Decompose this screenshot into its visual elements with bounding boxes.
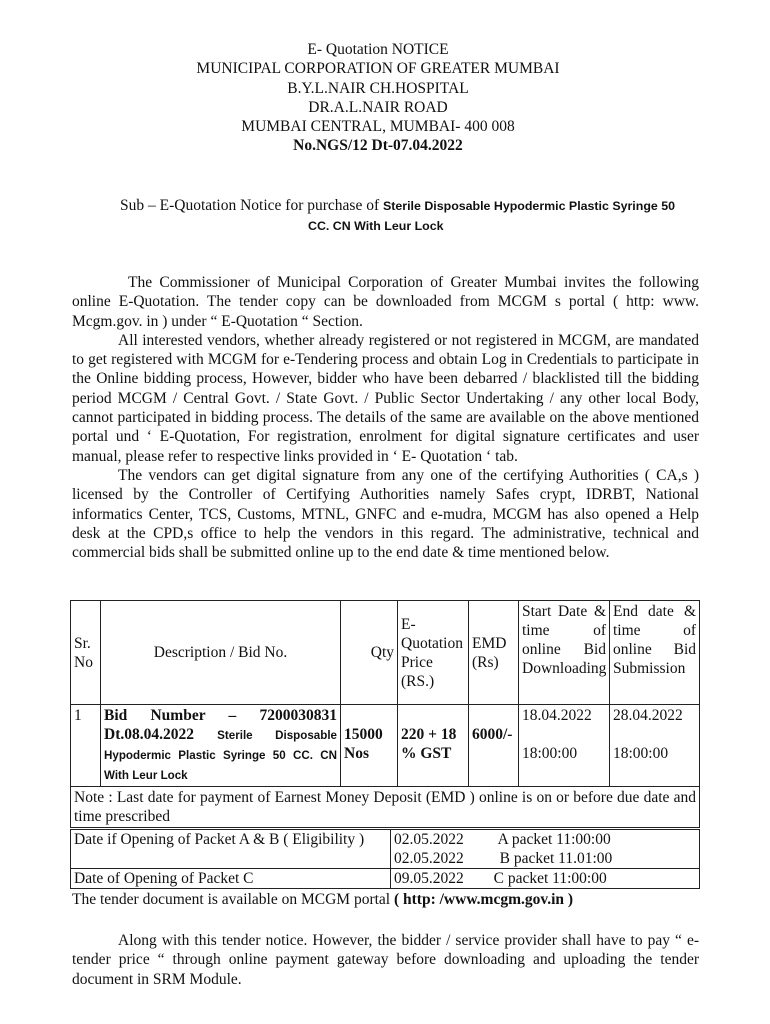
emd-note: Note : Last date for payment of Earnest Money Deposit (EMD ) online is on or before due date and time prescribed (71, 787, 700, 828)
portal-url: ( http: /www.mcgm.gov.in ) (393, 891, 574, 908)
end-time: 18:00:00 (613, 745, 669, 762)
row-description (101, 705, 341, 787)
notice-title: E- Quotation NOTICE (307, 41, 449, 58)
table-row (71, 705, 700, 787)
reference-number: No.NGS/12 Dt-07.04.2022 (293, 137, 463, 155)
portal-line (72, 890, 573, 909)
subject-item-line2: CC. CN With Leur Lock (308, 219, 444, 233)
road-name: DR.A.L.NAIR ROAD (308, 98, 448, 116)
opening-dates-table (70, 829, 700, 889)
header-start-date: Start Date & time of online Bid Downloading (519, 601, 610, 705)
qty-value: 15000 (344, 726, 383, 743)
note-row (71, 787, 700, 828)
opening-c-date: 09.05.2022 (394, 870, 464, 887)
row-end-date (610, 705, 700, 787)
opening-a-line (394, 830, 696, 849)
notice-header (0, 40, 756, 156)
subject-item-line1: Sterile Disposable Hypodermic Plastic Syringe 50 (383, 199, 676, 213)
opening-b-date: 02.05.2022 (394, 850, 464, 867)
address-line: MUMBAI CENTRAL, MUMBAI- 400 008 (241, 118, 515, 136)
header-description: Description / Bid No. (101, 601, 341, 705)
bid-table-header (71, 601, 700, 705)
row-qty (341, 705, 398, 787)
final-paragraph-block (72, 931, 699, 989)
opening-b-line (394, 849, 696, 868)
row-price: 220 + 18 % GST (398, 705, 469, 787)
opening-c-label: Date of Opening of Packet C (71, 869, 391, 889)
subject-prefix: Sub – E-Quotation Notice for purchase of (120, 197, 380, 214)
header-price: E-Quotation Price (RS.) (398, 601, 469, 705)
header-sr-no: Sr. No (71, 601, 101, 705)
header-end-date: End date & time of online Bid Submission (610, 601, 700, 705)
paragraph-etender-price: Along with this tender notice. However, the bidder / service provider shall have to pay “ e-tender price “ through online payment gateway before downloading and uploading the tender document in SRM Module. (72, 932, 699, 988)
paragraph-registration: All interested vendors, whether already registered or not registered in MCGM, are mandated to get registered with MCGM for e-Tendering process and obtain Log in Credentials to participate in the Online bidding process, However, bidder who have been debarred / blacklisted till the bidding period MCGM / Central Govt. / State Govt. / Public Sector Undertaking / any other local Body, cannot participated in bidding process. The details of the same are available on the above mentioned portal und ‘ E-Quotation, For registration, enrolment for digital signature certificates and user manual, please refer to respective links provided in ‘ E- Quotation ‘ tab. (72, 331, 699, 465)
header-emd: EMD (Rs) (469, 601, 519, 705)
opening-ab-label: Date if Opening of Packet A & B ( Eligibility ) (71, 830, 391, 869)
hospital-name: B.Y.L.NAIR CH.HOSPITAL (287, 79, 469, 97)
notice-body (72, 273, 699, 562)
table-row (71, 830, 700, 869)
row-emd: 6000/- (469, 705, 519, 787)
bid-number: Bid Number – 7200030831 Dt.08.04.2022 (104, 707, 337, 743)
start-time: 18:00:00 (522, 745, 578, 762)
qty-unit: Nos (344, 745, 369, 762)
bid-table (70, 600, 700, 828)
subject-line (120, 196, 720, 236)
opening-c-packet: C packet 11:00:00 (493, 870, 607, 887)
row-start-date (519, 705, 610, 787)
organization-name: MUNICIPAL CORPORATION OF GREATER MUMBAI (196, 60, 560, 78)
start-date: 18.04.2022 (522, 707, 592, 724)
table-row (71, 869, 700, 889)
portal-text: The tender document is available on MCGM portal (72, 891, 391, 908)
opening-a-date: 02.05.2022 (394, 831, 464, 848)
end-date: 28.04.2022 (613, 707, 683, 724)
paragraph-invitation: The Commissioner of Municipal Corporation of Greater Mumbai invites the following online E-Quotation. The tender copy can be downloaded from MCGM s portal ( http: www. Mcgm.gov. in ) under “ E-Quotation “ Section. (72, 274, 699, 330)
opening-ab-values (391, 830, 700, 869)
bid-item-name: Sterile Disposable Hypodermic Plastic Syringe 50 CC. CN With Leur Lock (104, 729, 337, 782)
header-qty: Qty (341, 601, 398, 705)
opening-a-packet: A packet 11:00:00 (497, 831, 611, 848)
paragraph-digital-signature: The vendors can get digital signature from any one of the certifying Authorities ( CA,s ) licensed by the Controller of Certifying Authorities namely Safes crypt, IDRBT, National informatics Center, TCS, Customs, MTNL, GNFC and e-mudra, MCGM has also opened a Help desk at the CPD,s office to help the vendors in this regard. The administrative, technical and commercial bids shall be submitted online up to the end date & time mentioned below. (72, 466, 699, 562)
opening-b-packet: B packet 11.01:00 (499, 850, 613, 867)
row-sr-no: 1 (71, 705, 101, 787)
opening-c-values (391, 869, 700, 889)
